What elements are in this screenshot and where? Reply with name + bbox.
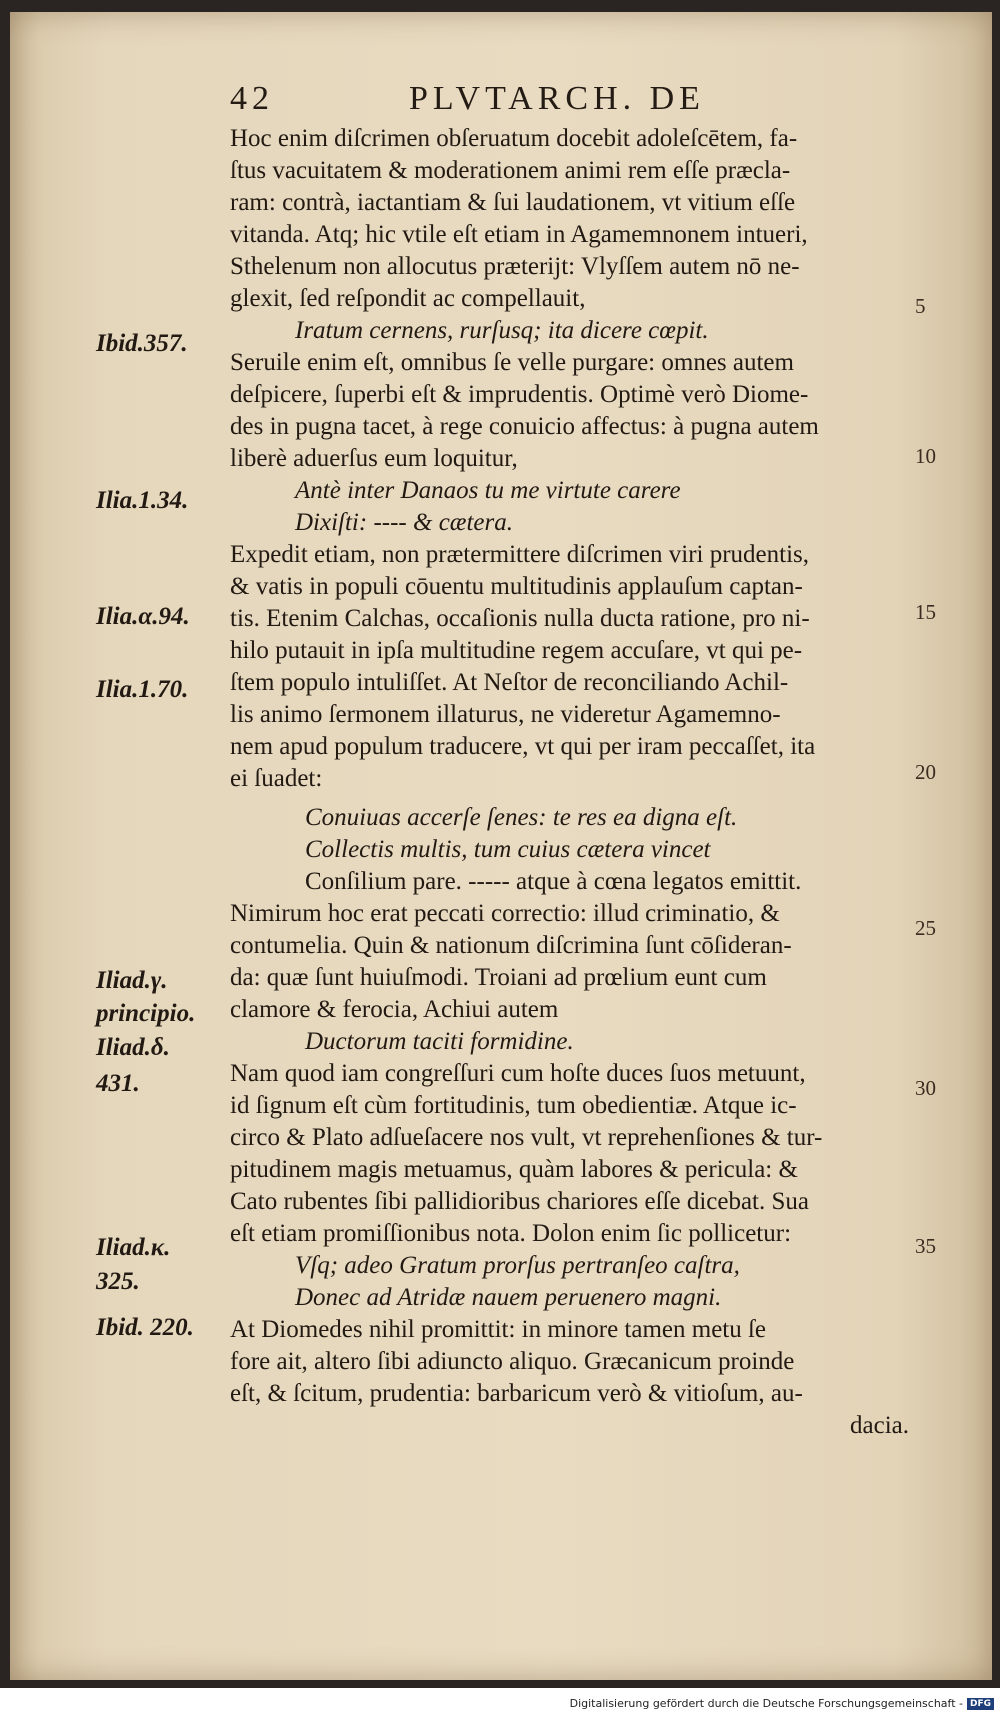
text-line: Cato rubentes ſibi pallidioribus chariores eſſe dicebat. Sua — [230, 1188, 810, 1215]
text-line: Expedit etiam, non prætermittere diſcrimen viri prudentis, — [230, 541, 810, 568]
margin-note: Iliad.δ. — [96, 1034, 170, 1061]
margin-note: Ibid. 220. — [96, 1314, 194, 1341]
text-line: ram: contrà, iactantiam & ſui laudationem, vt vitium eſſe — [230, 189, 796, 216]
text-line: pitudinem magis metuamus, quàm labores & pericula: & — [230, 1156, 798, 1183]
book-page — [10, 12, 992, 1680]
digitization-credit — [570, 1697, 994, 1710]
verse-line: Conuiuas accerſe ſenes: te res ea digna eſt. — [305, 804, 738, 831]
verse-line: Iratum cernens, rurſusq; ita dicere cœpit. — [295, 317, 709, 344]
verse-line: Ductorum taciti formidine. — [305, 1028, 574, 1055]
margin-note: Ilia.1.34. — [96, 487, 189, 514]
margin-note: Ilia.α.94. — [96, 603, 190, 630]
text-line: Seruile enim eſt, omnibus ſe velle purgare: omnes autem — [230, 349, 794, 376]
margin-note: principio. — [96, 1000, 196, 1027]
text-line: vitanda. Atq; hic vtile eſt etiam in Agamemnonem intueri, — [230, 221, 808, 248]
verse-line: Donec ad Atridæ nauem peruenero magni. — [295, 1284, 722, 1311]
text-line: tis. Etenim Calchas, occaſionis nulla ducta ratione, pro ni- — [230, 605, 810, 632]
line-number: 10 — [915, 444, 936, 468]
text-line: da: quæ ſunt huiuſmodi. Troiani ad prœlium eunt cum — [230, 964, 767, 991]
text-line: hilo putauit in ipſa multitudine regem accuſare, vt qui pe- — [230, 637, 803, 664]
margin-note: 431. — [96, 1070, 140, 1097]
text-line: clamore & ferocia, Achiui autem — [230, 996, 559, 1023]
line-number: 35 — [915, 1234, 936, 1258]
text-line: fore ait, altero ſibi adiuncto aliquo. Græcanicum proinde — [230, 1348, 795, 1375]
text-line: nem apud populum traducere, vt qui per iram peccaſſet, ita — [230, 733, 816, 760]
text-line: ei ſuadet: — [230, 765, 323, 792]
text-line: des in pugna tacet, à rege conuicio affectus: à pugna autem — [230, 413, 819, 440]
line-number: 5 — [915, 294, 926, 318]
running-title: PLVTARCH. DE — [409, 80, 705, 117]
dfg-logo: DFG — [967, 1698, 994, 1710]
text-line: ſtus vacuitatem & moderationem animi rem eſſe præcla- — [230, 157, 791, 184]
margin-note: Iliad.κ. — [96, 1234, 171, 1261]
verse-line: Antè inter Danaos tu me virtute carere — [295, 477, 681, 504]
text-line: deſpicere, ſuperbi eſt & imprudentis. Optimè verò Diome- — [230, 381, 809, 408]
text-line: Hoc enim diſcrimen obſeruatum docebit adoleſcētem, fa- — [230, 125, 798, 152]
text-line: dacia. — [850, 1412, 909, 1439]
line-number: 15 — [915, 600, 936, 624]
text-line: Sthelenum non allocutus præterijt: Vlyſſem autem nō ne- — [230, 253, 800, 280]
text-line: eſt, & ſcitum, prudentia: barbaricum verò & vitioſum, au- — [230, 1380, 803, 1407]
margin-note: 325. — [96, 1268, 140, 1295]
margin-note: Ilia.1.70. — [96, 676, 189, 703]
text-line: lis animo ſermonem illaturus, ne videretur Agamemno- — [230, 701, 781, 728]
line-number: 25 — [915, 916, 936, 940]
verse-line: Dixiſti: ---- & cætera. — [295, 509, 513, 536]
text-line: id ſignum eſt cùm fortitudinis, tum obedientiæ. Atque ic- — [230, 1092, 797, 1119]
text-line: Nam quod iam congreſſuri cum hoſte duces ſuos metuunt, — [230, 1060, 806, 1087]
credit-text: Digitalisierung gefördert durch die Deutsche Forschungsgemeinschaft - — [569, 1697, 963, 1710]
verse-line: Collectis multis, tum cuius cætera vincet — [305, 836, 711, 863]
margin-note: Ibid.357. — [96, 330, 188, 357]
text-line: eſt etiam promiſſionibus nota. Dolon enim ſic pollicetur: — [230, 1220, 792, 1247]
verse-line: Conſilium pare. ----- atque à cœna legatos emittit. — [305, 868, 802, 895]
text-line: contumelia. Quin & nationum diſcrimina ſunt cōſideran- — [230, 932, 792, 959]
text-line: glexit, ſed reſpondit ac compellauit, — [230, 285, 586, 312]
line-number: 30 — [915, 1076, 936, 1100]
text-line: & vatis in populi cōuentu multitudinis applauſum captan- — [230, 573, 803, 600]
text-line: Nimirum hoc erat peccati correctio: illud criminatio, & — [230, 900, 780, 927]
verse-line: Vſq; adeo Gratum prorſus pertranſeo caſtra, — [295, 1252, 740, 1279]
text-line: ſtem populo intuliſſet. At Neſtor de reconciliando Achil- — [230, 669, 789, 696]
margin-note: Iliad.γ. — [96, 967, 168, 994]
page-number: 42 — [230, 80, 274, 117]
running-head — [230, 80, 705, 118]
text-line: circo & Plato adſueſacere nos vult, vt reprehenſiones & tur- — [230, 1124, 823, 1151]
text-line: liberè aduerſus eum loquitur, — [230, 445, 518, 472]
line-number: 20 — [915, 760, 936, 784]
text-line: At Diomedes nihil promittit: in minore tamen metu ſe — [230, 1316, 767, 1343]
